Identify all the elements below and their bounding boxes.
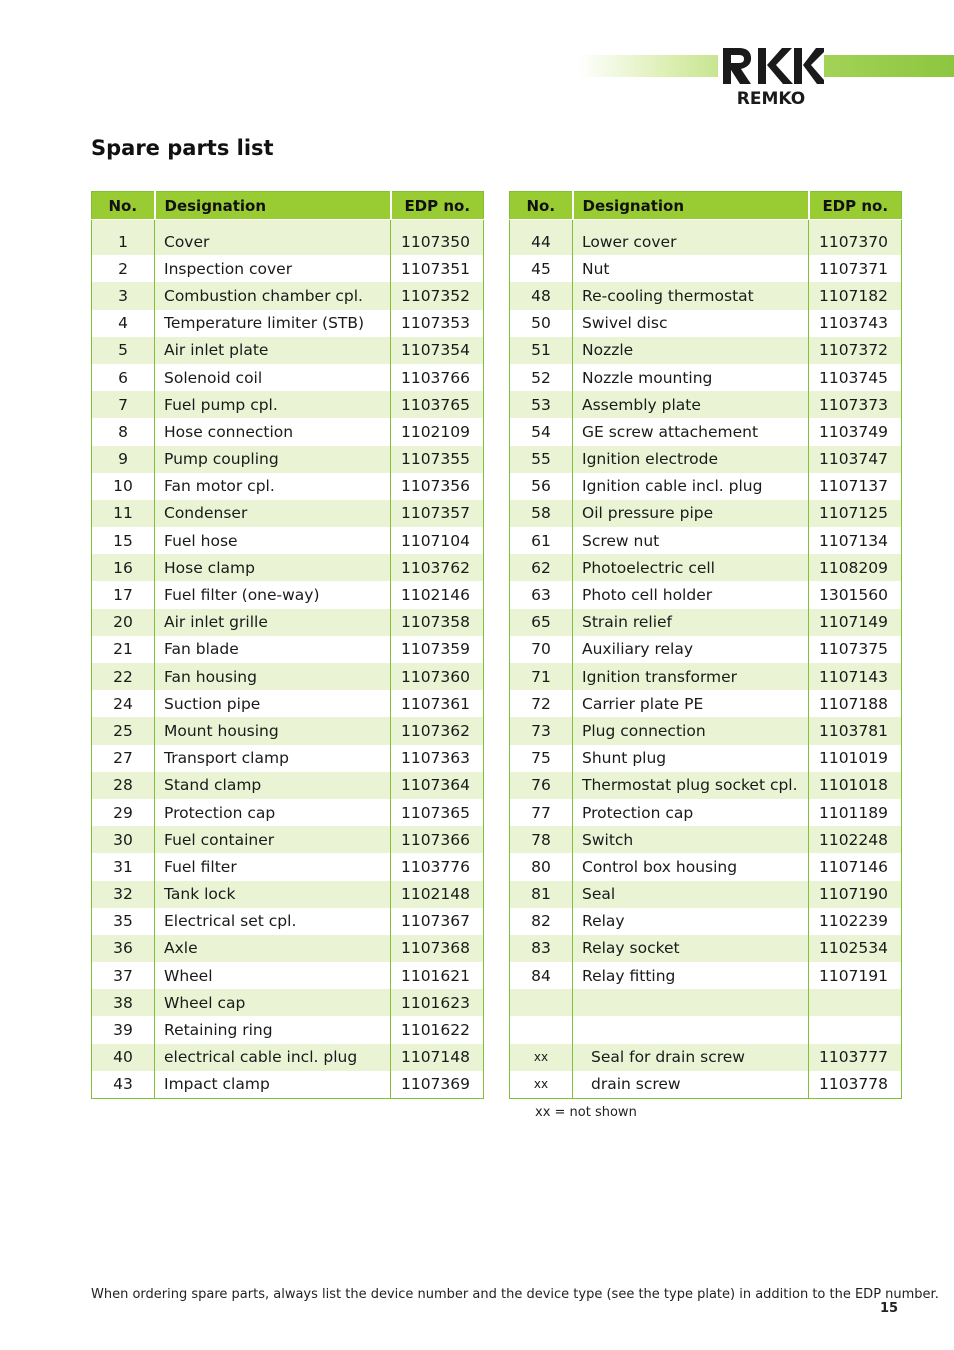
table-row — [92, 853, 484, 880]
designation-cell: Seal for drain screw — [573, 1044, 809, 1071]
designation-cell: Temperature limiter (STB) — [155, 310, 391, 337]
designation-cell: Fuel container — [155, 826, 391, 853]
part-number-cell: 9 — [92, 446, 155, 473]
edp-number-cell: 1103781 — [809, 717, 902, 744]
part-number-cell: 83 — [510, 935, 573, 962]
logo-wordmark: REMKO — [736, 89, 806, 108]
designation-cell: Plug connection — [573, 717, 809, 744]
table-row — [510, 636, 902, 663]
edp-number-cell: 1107350 — [391, 228, 484, 255]
part-number-cell: 48 — [510, 282, 573, 309]
table-row — [92, 1016, 484, 1043]
part-number-cell: 3 — [92, 282, 155, 309]
part-number-cell: 53 — [510, 391, 573, 418]
table-row — [510, 962, 902, 989]
page-number: 15 — [880, 1301, 899, 1316]
designation-cell: Nut — [573, 255, 809, 282]
part-number-cell: 5 — [92, 337, 155, 364]
edp-number-cell: 1107371 — [818, 259, 888, 278]
table-row — [510, 663, 902, 690]
edp-number-cell: 1107134 — [818, 531, 888, 550]
designation-cell: Carrier plate PE — [573, 690, 809, 717]
table-row — [510, 473, 902, 500]
spare-parts-table-left — [91, 191, 484, 1099]
table-row — [92, 282, 484, 309]
part-number-cell: 39 — [92, 1016, 155, 1043]
part-number-cell: 32 — [92, 881, 155, 908]
designation-cell: Shunt plug — [573, 745, 809, 772]
designation-cell: Inspection cover — [155, 255, 391, 282]
edp-number-cell: 1101018 — [809, 772, 902, 799]
part-number-cell: 43 — [92, 1071, 155, 1099]
edp-number-cell: 1107148 — [391, 1044, 484, 1071]
edp-number-cell: 1101621 — [400, 966, 470, 985]
part-number-cell: 35 — [92, 908, 155, 935]
designation-cell: Tank lock — [155, 881, 391, 908]
edp-number-cell: 1107182 — [809, 282, 902, 309]
part-number-cell: 40 — [92, 1044, 155, 1071]
table-row — [92, 500, 484, 527]
part-number-cell: 15 — [92, 527, 155, 554]
not-shown-note: xx = not shown — [535, 1105, 637, 1120]
designation-cell: Fan housing — [155, 663, 391, 690]
table-row — [510, 935, 902, 962]
part-number-cell: 76 — [510, 772, 573, 799]
designation-cell: drain screw — [573, 1071, 809, 1099]
designation-cell: Swivel disc — [573, 310, 809, 337]
edp-number-cell: 1102109 — [400, 422, 470, 441]
designation-cell: Switch — [573, 826, 809, 853]
part-number-cell: 65 — [510, 609, 573, 636]
part-number-cell: 17 — [92, 581, 155, 608]
designation-cell: Fuel filter — [155, 853, 391, 880]
table-row — [92, 935, 484, 962]
part-number-cell: 29 — [92, 799, 155, 826]
designation-cell: GE screw attachement — [573, 418, 809, 445]
table-row — [92, 446, 484, 473]
designation-cell: Re-cooling thermostat — [573, 282, 809, 309]
table-row — [92, 989, 484, 1016]
designation-cell: Strain relief — [573, 609, 809, 636]
table-row — [510, 609, 902, 636]
part-number-cell: 36 — [92, 935, 155, 962]
edp-number-cell: 1102239 — [818, 912, 888, 931]
edp-number-cell: 1107104 — [400, 531, 470, 550]
column-header-designation: Designation — [155, 192, 391, 220]
part-number-cell — [510, 1016, 573, 1043]
table-row — [510, 228, 902, 255]
edp-number-cell: 1101623 — [391, 989, 484, 1016]
designation-cell: Lower cover — [573, 228, 809, 255]
part-number-cell: 31 — [92, 853, 155, 880]
designation-cell: Fuel hose — [155, 527, 391, 554]
designation-cell: Relay fitting — [573, 962, 809, 989]
designation-cell: Protection cap — [155, 799, 391, 826]
designation-cell — [573, 989, 809, 1016]
edp-number-cell: 1101019 — [818, 749, 888, 768]
page-title: Spare parts list — [91, 136, 274, 160]
designation-cell: Condenser — [155, 500, 391, 527]
part-number-cell: 25 — [92, 717, 155, 744]
edp-number-cell — [809, 989, 902, 1016]
table-row — [92, 228, 484, 255]
table-row — [92, 908, 484, 935]
edp-number-cell: 1107368 — [391, 935, 484, 962]
designation-cell: Relay — [573, 908, 809, 935]
table-row — [510, 527, 902, 554]
table-row — [510, 282, 902, 309]
table-row — [92, 962, 484, 989]
edp-number-cell: 1107143 — [809, 663, 902, 690]
table-row — [92, 581, 484, 608]
table-row — [510, 310, 902, 337]
edp-number-cell: 1107367 — [400, 912, 470, 931]
spare-parts-table-right — [509, 191, 902, 1099]
table-row — [92, 473, 484, 500]
edp-number-cell: 1107357 — [391, 500, 484, 527]
edp-number-cell: 1103776 — [400, 857, 470, 876]
edp-number-cell: 1107351 — [400, 259, 470, 278]
remko-logo — [718, 44, 824, 108]
edp-number-cell: 1102146 — [400, 586, 470, 605]
designation-cell: Transport clamp — [155, 745, 391, 772]
designation-cell: Nozzle mounting — [573, 364, 809, 391]
designation-cell: Hose clamp — [155, 554, 391, 581]
edp-number-cell — [809, 1016, 902, 1043]
part-number-cell: xx — [510, 1071, 573, 1099]
table-row — [92, 799, 484, 826]
designation-cell: Retaining ring — [155, 1016, 391, 1043]
part-number-cell: 82 — [510, 908, 573, 935]
edp-number-cell: 1101622 — [400, 1021, 470, 1040]
table-row — [510, 581, 902, 608]
designation-cell: Fuel pump cpl. — [155, 391, 391, 418]
table-row — [92, 391, 484, 418]
designation-cell: Ignition electrode — [573, 446, 809, 473]
edp-number-cell: 1107191 — [818, 966, 888, 985]
table-row — [92, 554, 484, 581]
designation-cell: Fuel filter (one-way) — [155, 581, 391, 608]
designation-cell: Combustion chamber cpl. — [155, 282, 391, 309]
column-header-no: No. — [92, 192, 155, 220]
designation-cell: Thermostat plug socket cpl. — [573, 772, 809, 799]
part-number-cell: 44 — [510, 228, 573, 255]
designation-cell: Impact clamp — [155, 1071, 391, 1099]
table-row — [92, 527, 484, 554]
table-row — [510, 364, 902, 391]
part-number-cell: 6 — [92, 364, 155, 391]
designation-cell — [573, 1016, 809, 1043]
part-number-cell: 55 — [510, 446, 573, 473]
edp-number-cell: 1107355 — [391, 446, 484, 473]
part-number-cell: 54 — [510, 418, 573, 445]
part-number-cell: 50 — [510, 310, 573, 337]
designation-cell: Mount housing — [155, 717, 391, 744]
designation-cell: Stand clamp — [155, 772, 391, 799]
edp-number-cell: 1107370 — [809, 228, 902, 255]
table-row — [510, 717, 902, 744]
part-number-cell: 78 — [510, 826, 573, 853]
part-number-cell: 16 — [92, 554, 155, 581]
table-row — [510, 690, 902, 717]
edp-number-cell: 1107146 — [818, 857, 888, 876]
edp-number-cell: 1107372 — [809, 337, 902, 364]
part-number-cell: 62 — [510, 554, 573, 581]
designation-cell: Wheel — [155, 962, 391, 989]
table-row — [510, 908, 902, 935]
table-header-row — [510, 192, 902, 220]
part-number-cell: 2 — [92, 255, 155, 282]
designation-cell: Photo cell holder — [573, 581, 809, 608]
table-row — [510, 799, 902, 826]
part-number-cell: xx — [510, 1044, 573, 1071]
table-row — [510, 255, 902, 282]
edp-number-cell: 1107354 — [391, 337, 484, 364]
table-row — [92, 636, 484, 663]
part-number-cell: 37 — [92, 962, 155, 989]
edp-number-cell: 1107369 — [400, 1075, 470, 1094]
part-number-cell: 84 — [510, 962, 573, 989]
designation-cell: Wheel cap — [155, 989, 391, 1016]
part-number-cell: 71 — [510, 663, 573, 690]
table-row — [510, 1044, 902, 1071]
part-number-cell: 61 — [510, 527, 573, 554]
table-row — [510, 745, 902, 772]
table-row — [92, 772, 484, 799]
edp-number-cell: 1103778 — [818, 1075, 888, 1094]
part-number-cell: 75 — [510, 745, 573, 772]
table-row — [510, 554, 902, 581]
table-row — [510, 853, 902, 880]
designation-cell: Ignition transformer — [573, 663, 809, 690]
designation-cell: Air inlet plate — [155, 337, 391, 364]
designation-cell: Oil pressure pipe — [573, 500, 809, 527]
column-header-no: No. — [510, 192, 573, 220]
table-row — [92, 663, 484, 690]
column-header-edp: EDP no. — [809, 192, 902, 220]
part-number-cell: 70 — [510, 636, 573, 663]
edp-number-cell: 1102248 — [809, 826, 902, 853]
ordering-note: When ordering spare parts, always list the device number and the device type (see the type plate) in addition to the EDP number. — [91, 1287, 939, 1302]
part-number-cell: 27 — [92, 745, 155, 772]
table-row — [92, 337, 484, 364]
edp-number-cell: 1107353 — [400, 314, 470, 333]
edp-number-cell: 1107373 — [809, 391, 902, 418]
table-row — [510, 826, 902, 853]
designation-cell: Suction pipe — [155, 690, 391, 717]
edp-number-cell: 1103762 — [391, 554, 484, 581]
designation-cell: Protection cap — [573, 799, 809, 826]
table-row — [92, 717, 484, 744]
edp-number-cell: 1103747 — [809, 446, 902, 473]
designation-cell: Hose connection — [155, 418, 391, 445]
designation-cell: Ignition cable incl. plug — [573, 473, 809, 500]
edp-number-cell: 1103745 — [818, 368, 888, 387]
edp-number-cell: 1107375 — [818, 640, 888, 659]
table-row — [510, 391, 902, 418]
edp-number-cell: 1107366 — [391, 826, 484, 853]
designation-cell: Assembly plate — [573, 391, 809, 418]
edp-number-cell: 1107358 — [391, 609, 484, 636]
designation-cell: Photoelectric cell — [573, 554, 809, 581]
table-row — [510, 500, 902, 527]
part-number-cell: 51 — [510, 337, 573, 364]
part-number-cell: 24 — [92, 690, 155, 717]
column-header-edp: EDP no. — [391, 192, 484, 220]
part-number-cell: 10 — [92, 473, 155, 500]
part-number-cell: 73 — [510, 717, 573, 744]
edp-number-cell: 1103766 — [400, 368, 470, 387]
designation-cell: Screw nut — [573, 527, 809, 554]
edp-number-cell: 1108209 — [809, 554, 902, 581]
designation-cell: Cover — [155, 228, 391, 255]
part-number-cell: 1 — [92, 228, 155, 255]
edp-number-cell: 1301560 — [818, 586, 888, 605]
edp-number-cell: 1101189 — [818, 803, 888, 822]
edp-number-cell: 1107125 — [809, 500, 902, 527]
edp-number-cell: 1107188 — [818, 694, 888, 713]
table-row — [510, 989, 902, 1016]
edp-number-cell: 1102148 — [391, 881, 484, 908]
table-row — [92, 690, 484, 717]
table-row — [92, 826, 484, 853]
part-number-cell: 11 — [92, 500, 155, 527]
part-number-cell: 8 — [92, 418, 155, 445]
designation-cell: electrical cable incl. plug — [155, 1044, 391, 1071]
designation-cell: Nozzle — [573, 337, 809, 364]
part-number-cell: 63 — [510, 581, 573, 608]
edp-number-cell: 1103765 — [391, 391, 484, 418]
edp-number-cell: 1103749 — [818, 422, 888, 441]
edp-number-cell: 1107361 — [400, 694, 470, 713]
designation-cell: Pump coupling — [155, 446, 391, 473]
designation-cell: Relay socket — [573, 935, 809, 962]
part-number-cell: 72 — [510, 690, 573, 717]
part-number-cell: 77 — [510, 799, 573, 826]
part-number-cell — [510, 989, 573, 1016]
table-row — [510, 1016, 902, 1043]
designation-cell: Seal — [573, 881, 809, 908]
table-row — [510, 337, 902, 364]
designation-cell: Fan blade — [155, 636, 391, 663]
designation-cell: Auxiliary relay — [573, 636, 809, 663]
table-row — [92, 364, 484, 391]
designation-cell: Electrical set cpl. — [155, 908, 391, 935]
edp-number-cell: 1107356 — [400, 477, 470, 496]
part-number-cell: 21 — [92, 636, 155, 663]
table-header-row — [92, 192, 484, 220]
part-number-cell: 4 — [92, 310, 155, 337]
part-number-cell: 52 — [510, 364, 573, 391]
table-row — [92, 1071, 484, 1099]
part-number-cell: 38 — [92, 989, 155, 1016]
part-number-cell: 28 — [92, 772, 155, 799]
table-row — [92, 609, 484, 636]
table-row — [92, 745, 484, 772]
table-row — [92, 881, 484, 908]
edp-number-cell: 1103777 — [809, 1044, 902, 1071]
part-number-cell: 58 — [510, 500, 573, 527]
part-number-cell: 81 — [510, 881, 573, 908]
edp-number-cell: 1107137 — [818, 477, 888, 496]
edp-number-cell: 1107190 — [809, 881, 902, 908]
designation-cell: Air inlet grille — [155, 609, 391, 636]
table-row — [92, 255, 484, 282]
edp-number-cell: 1107365 — [400, 803, 470, 822]
edp-number-cell: 1102534 — [809, 935, 902, 962]
part-number-cell: 22 — [92, 663, 155, 690]
part-number-cell: 45 — [510, 255, 573, 282]
edp-number-cell: 1107359 — [400, 640, 470, 659]
edp-number-cell: 1107363 — [400, 749, 470, 768]
table-row — [510, 446, 902, 473]
edp-number-cell: 1107360 — [391, 663, 484, 690]
table-row — [92, 1044, 484, 1071]
table-row — [510, 772, 902, 799]
column-header-designation: Designation — [573, 192, 809, 220]
designation-cell: Fan motor cpl. — [155, 473, 391, 500]
part-number-cell: 56 — [510, 473, 573, 500]
table-row — [92, 418, 484, 445]
table-row — [510, 418, 902, 445]
edp-number-cell: 1107364 — [391, 772, 484, 799]
table-row — [92, 310, 484, 337]
designation-cell: Solenoid coil — [155, 364, 391, 391]
part-number-cell: 7 — [92, 391, 155, 418]
part-number-cell: 80 — [510, 853, 573, 880]
part-number-cell: 30 — [92, 826, 155, 853]
edp-number-cell: 1103743 — [818, 314, 888, 333]
edp-number-cell: 1107149 — [809, 609, 902, 636]
designation-cell: Control box housing — [573, 853, 809, 880]
part-number-cell: 20 — [92, 609, 155, 636]
edp-number-cell: 1107352 — [391, 282, 484, 309]
table-row — [510, 881, 902, 908]
edp-number-cell: 1107362 — [391, 717, 484, 744]
designation-cell: Axle — [155, 935, 391, 962]
table-row — [510, 1071, 902, 1099]
